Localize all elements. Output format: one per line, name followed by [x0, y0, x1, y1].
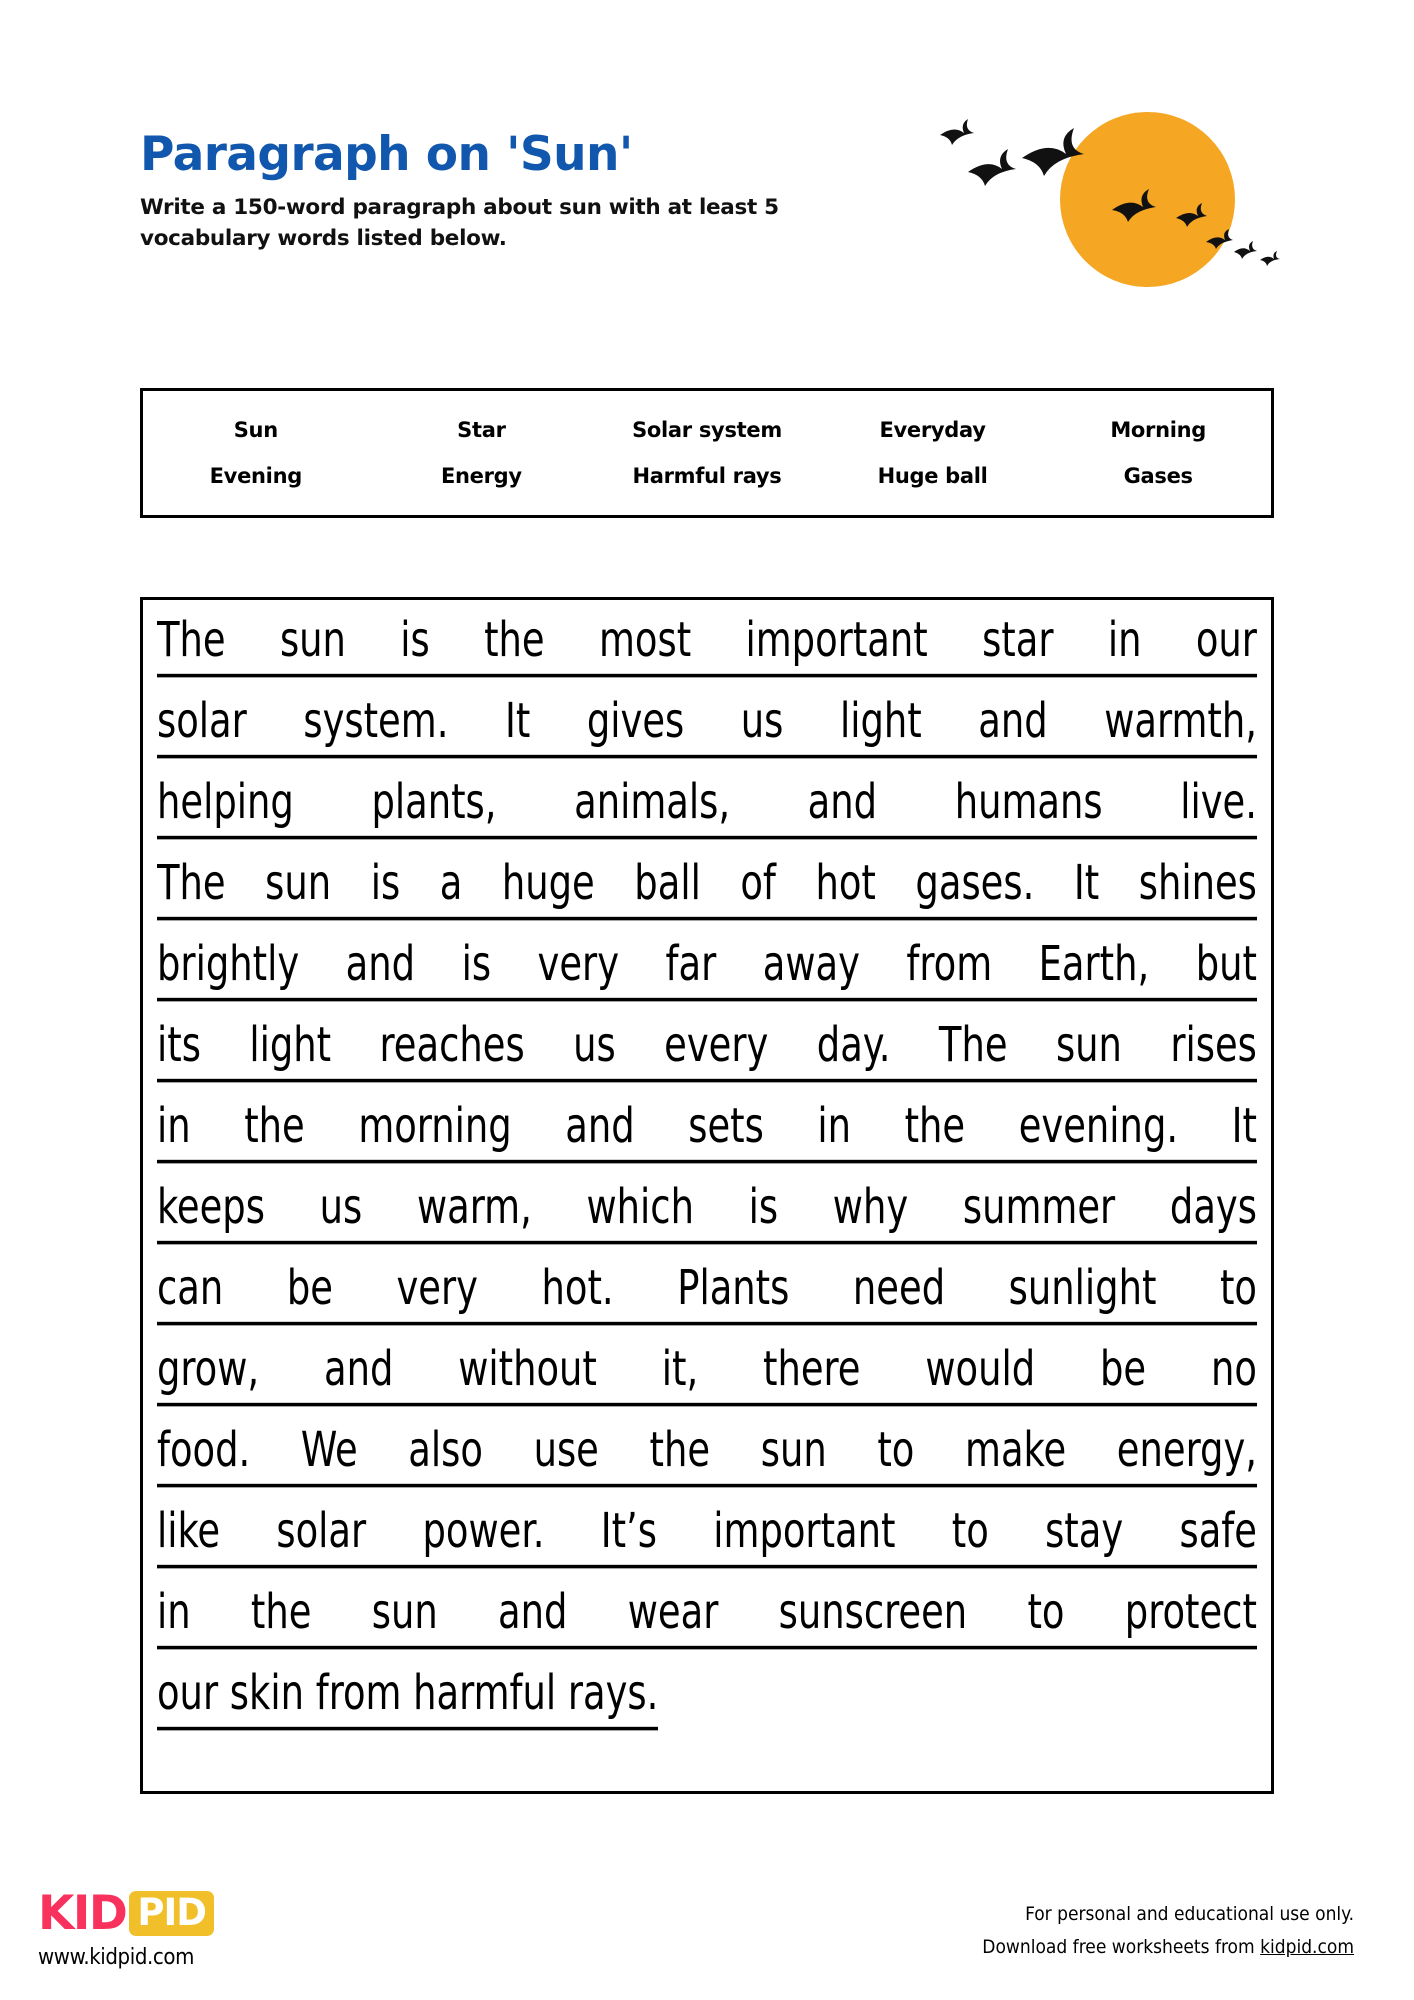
answer-word: stay [1045, 1507, 1124, 1559]
answer-word: It [1073, 859, 1100, 911]
vocabulary-row [143, 464, 1271, 488]
answer-line-text [157, 1588, 1257, 1649]
answer-word: days [1169, 1183, 1257, 1235]
answer-line [157, 1021, 1257, 1102]
answer-word: summer [962, 1183, 1116, 1235]
answer-word: in [157, 1588, 191, 1640]
answer-word: very [396, 1264, 478, 1316]
answer-word: safe [1179, 1507, 1257, 1559]
answer-line-text [157, 1426, 1257, 1487]
answer-word: star [982, 616, 1054, 668]
vocabulary-word: Harmful rays [632, 464, 782, 488]
answer-word: brightly [157, 940, 300, 992]
answer-word: away [762, 940, 860, 992]
answer-word: to [1027, 1588, 1065, 1640]
footer-website-url: www.kidpid.com [38, 1945, 194, 1970]
answer-word: important [713, 1507, 896, 1559]
answer-word: protect [1124, 1588, 1257, 1640]
answer-word: morning [358, 1102, 512, 1154]
answer-word: sun [265, 859, 332, 911]
answer-word: helping [157, 778, 294, 830]
answer-word: would [925, 1345, 1036, 1397]
answer-word: sets [688, 1102, 764, 1154]
answer-word: Plants [677, 1264, 790, 1316]
answer-word: hot [815, 859, 876, 911]
answer-word: important [745, 616, 928, 668]
answer-line [157, 778, 1257, 859]
answer-word: without [458, 1345, 597, 1397]
answer-word: sunscreen [778, 1588, 968, 1640]
answer-word: use [533, 1426, 599, 1478]
answer-word: and [978, 697, 1048, 749]
vocabulary-word: Morning [1110, 418, 1207, 442]
answer-word: is [400, 616, 430, 668]
footer-download-note [982, 1931, 1354, 1964]
answer-word: day. [816, 1021, 891, 1073]
answer-word: can [157, 1264, 224, 1316]
footer-download-prefix: Download free worksheets from [982, 1936, 1261, 1959]
answer-line [157, 1669, 1257, 1750]
answer-word: plants, [371, 778, 497, 830]
answer-word: and [807, 778, 878, 830]
answer-line-text [157, 1021, 1257, 1082]
footer-notes [982, 1898, 1354, 1965]
answer-word: gives [586, 697, 685, 749]
answer-word: also [408, 1426, 483, 1478]
answer-word: the [484, 616, 545, 668]
answer-line-text [157, 616, 1257, 677]
answer-word: humans [954, 778, 1103, 830]
answer-word: huge [501, 859, 595, 911]
page-title: Paragraph on 'Sun' [140, 127, 633, 182]
answer-word: the [649, 1426, 711, 1478]
answer-line [157, 1264, 1257, 1345]
answer-line [157, 616, 1257, 697]
answer-word: It [504, 697, 531, 749]
answer-word: and [498, 1588, 568, 1640]
answer-word: the [244, 1102, 305, 1154]
answer-word: light [249, 1021, 332, 1073]
answer-word: and [345, 940, 416, 992]
answer-line [157, 940, 1257, 1021]
answer-line-text [157, 859, 1257, 920]
answer-word: It [1231, 1102, 1257, 1154]
answer-word: be [286, 1264, 333, 1316]
answer-line-text [157, 1264, 1257, 1325]
answer-word: shines [1138, 859, 1257, 911]
answer-box[interactable] [140, 597, 1274, 1794]
answer-word: far [665, 940, 717, 992]
flying-birds-icon [930, 100, 1360, 310]
answer-word: no [1210, 1345, 1257, 1397]
answer-word: to [951, 1507, 989, 1559]
answer-line-text [157, 1507, 1257, 1568]
logo-mark [38, 1886, 214, 1941]
answer-line [157, 697, 1257, 778]
answer-word: wear [627, 1588, 719, 1640]
answer-line-text [157, 1183, 1257, 1244]
vocabulary-box [140, 388, 1274, 518]
answer-word: warmth, [1104, 697, 1257, 749]
answer-line [157, 1345, 1257, 1426]
answer-word: most [598, 616, 692, 668]
answer-word: The [938, 1021, 1008, 1073]
answer-word: Earth, [1038, 940, 1150, 992]
vocabulary-word: Gases [1123, 464, 1193, 488]
vocabulary-word: Everyday [879, 418, 986, 442]
answer-word: solar [276, 1507, 367, 1559]
answer-word: sun [279, 616, 346, 668]
answer-word: is [748, 1183, 779, 1235]
footer-kidpid-link[interactable]: kidpid.com [1260, 1936, 1354, 1959]
vocabulary-word: Evening [209, 464, 302, 488]
answer-word: light [839, 697, 922, 749]
header-illustration [930, 100, 1360, 310]
answer-line-text [157, 1345, 1257, 1406]
answer-word: like [157, 1507, 221, 1559]
answer-word: The [157, 859, 226, 911]
answer-word: it, [661, 1345, 699, 1397]
logo-kid-text: KID [38, 1886, 127, 1941]
vocabulary-word: Solar system [632, 418, 782, 442]
answer-word: food. [157, 1426, 251, 1478]
answer-word: the [904, 1102, 966, 1154]
answer-word: to [877, 1426, 915, 1478]
answer-line-text [157, 778, 1257, 839]
answer-word: It’s [600, 1507, 657, 1559]
answer-word: live. [1180, 778, 1257, 830]
answer-word: the [250, 1588, 312, 1640]
answer-word: a [439, 859, 463, 911]
answer-word: every [664, 1021, 769, 1073]
answer-line [157, 1507, 1257, 1588]
answer-line-text [157, 1102, 1257, 1163]
answer-word: be [1099, 1345, 1147, 1397]
answer-word: of [740, 859, 776, 911]
logo-pid-text: PID [137, 1891, 207, 1934]
answer-line [157, 1183, 1257, 1264]
answer-line-text [157, 697, 1257, 758]
answer-word: which [586, 1183, 694, 1235]
answer-word: is [461, 940, 492, 992]
answer-word: there [763, 1345, 861, 1397]
answer-line [157, 859, 1257, 940]
answer-word: but [1195, 940, 1257, 992]
answer-word: power. [422, 1507, 545, 1559]
answer-word: We [300, 1426, 358, 1478]
answer-word: and [565, 1102, 635, 1154]
worksheet-instructions: Write a 150-word paragraph about sun with at least 5 vocabulary words listed below. [140, 195, 779, 251]
answer-word: animals, [574, 778, 731, 830]
answer-word: sun [1055, 1021, 1122, 1073]
answer-word: us [573, 1021, 616, 1073]
answer-word: our [1195, 616, 1257, 668]
answer-word: in [1107, 616, 1142, 668]
answer-line-text: our skin from harmful rays. [157, 1669, 658, 1730]
vocabulary-word: Star [457, 418, 506, 442]
answer-word: in [157, 1102, 191, 1154]
vocabulary-word: Energy [440, 464, 522, 488]
logo-pid-badge [129, 1891, 214, 1936]
answer-line [157, 1588, 1257, 1669]
answer-word: hot. [541, 1264, 614, 1316]
answer-word: from [906, 940, 993, 992]
answer-word: evening. [1018, 1102, 1179, 1154]
vocabulary-word: Huge ball [877, 464, 988, 488]
answer-line [157, 1102, 1257, 1183]
answer-word: solar [157, 697, 247, 749]
answer-word: sunlight [1008, 1264, 1157, 1316]
answer-word: reaches [379, 1021, 525, 1073]
answer-word: why [832, 1183, 909, 1235]
answer-word: to [1219, 1264, 1257, 1316]
worksheet-header [140, 127, 920, 254]
answer-word: system. [303, 697, 449, 749]
answer-word: is [370, 859, 401, 911]
answer-word: gases. [915, 859, 1035, 911]
answer-word: make [965, 1426, 1067, 1478]
answer-word: keeps [157, 1183, 265, 1235]
answer-word: very [537, 940, 620, 992]
answer-word: in [817, 1102, 852, 1154]
answer-word: ball [634, 859, 701, 911]
answer-word: us [319, 1183, 363, 1235]
answer-word: its [157, 1021, 201, 1073]
answer-word: grow, [157, 1345, 260, 1397]
kidpid-logo[interactable] [38, 1886, 214, 1970]
vocabulary-row [143, 418, 1271, 442]
answer-word: sun [760, 1426, 827, 1478]
answer-word: need [852, 1264, 946, 1316]
footer-usage-note: For personal and educational use only. [1025, 1903, 1354, 1925]
answer-word: us [740, 697, 784, 749]
answer-word: energy, [1116, 1426, 1257, 1478]
answer-word: and [323, 1345, 394, 1397]
answer-word: warm, [416, 1183, 532, 1235]
answer-line [157, 1426, 1257, 1507]
vocabulary-word: Sun [233, 418, 278, 442]
answer-word: sun [371, 1588, 438, 1640]
page-footer [0, 1880, 1414, 2000]
answer-line-text [157, 940, 1257, 1001]
answer-word: The [157, 616, 226, 668]
answer-word: rises [1170, 1021, 1257, 1073]
